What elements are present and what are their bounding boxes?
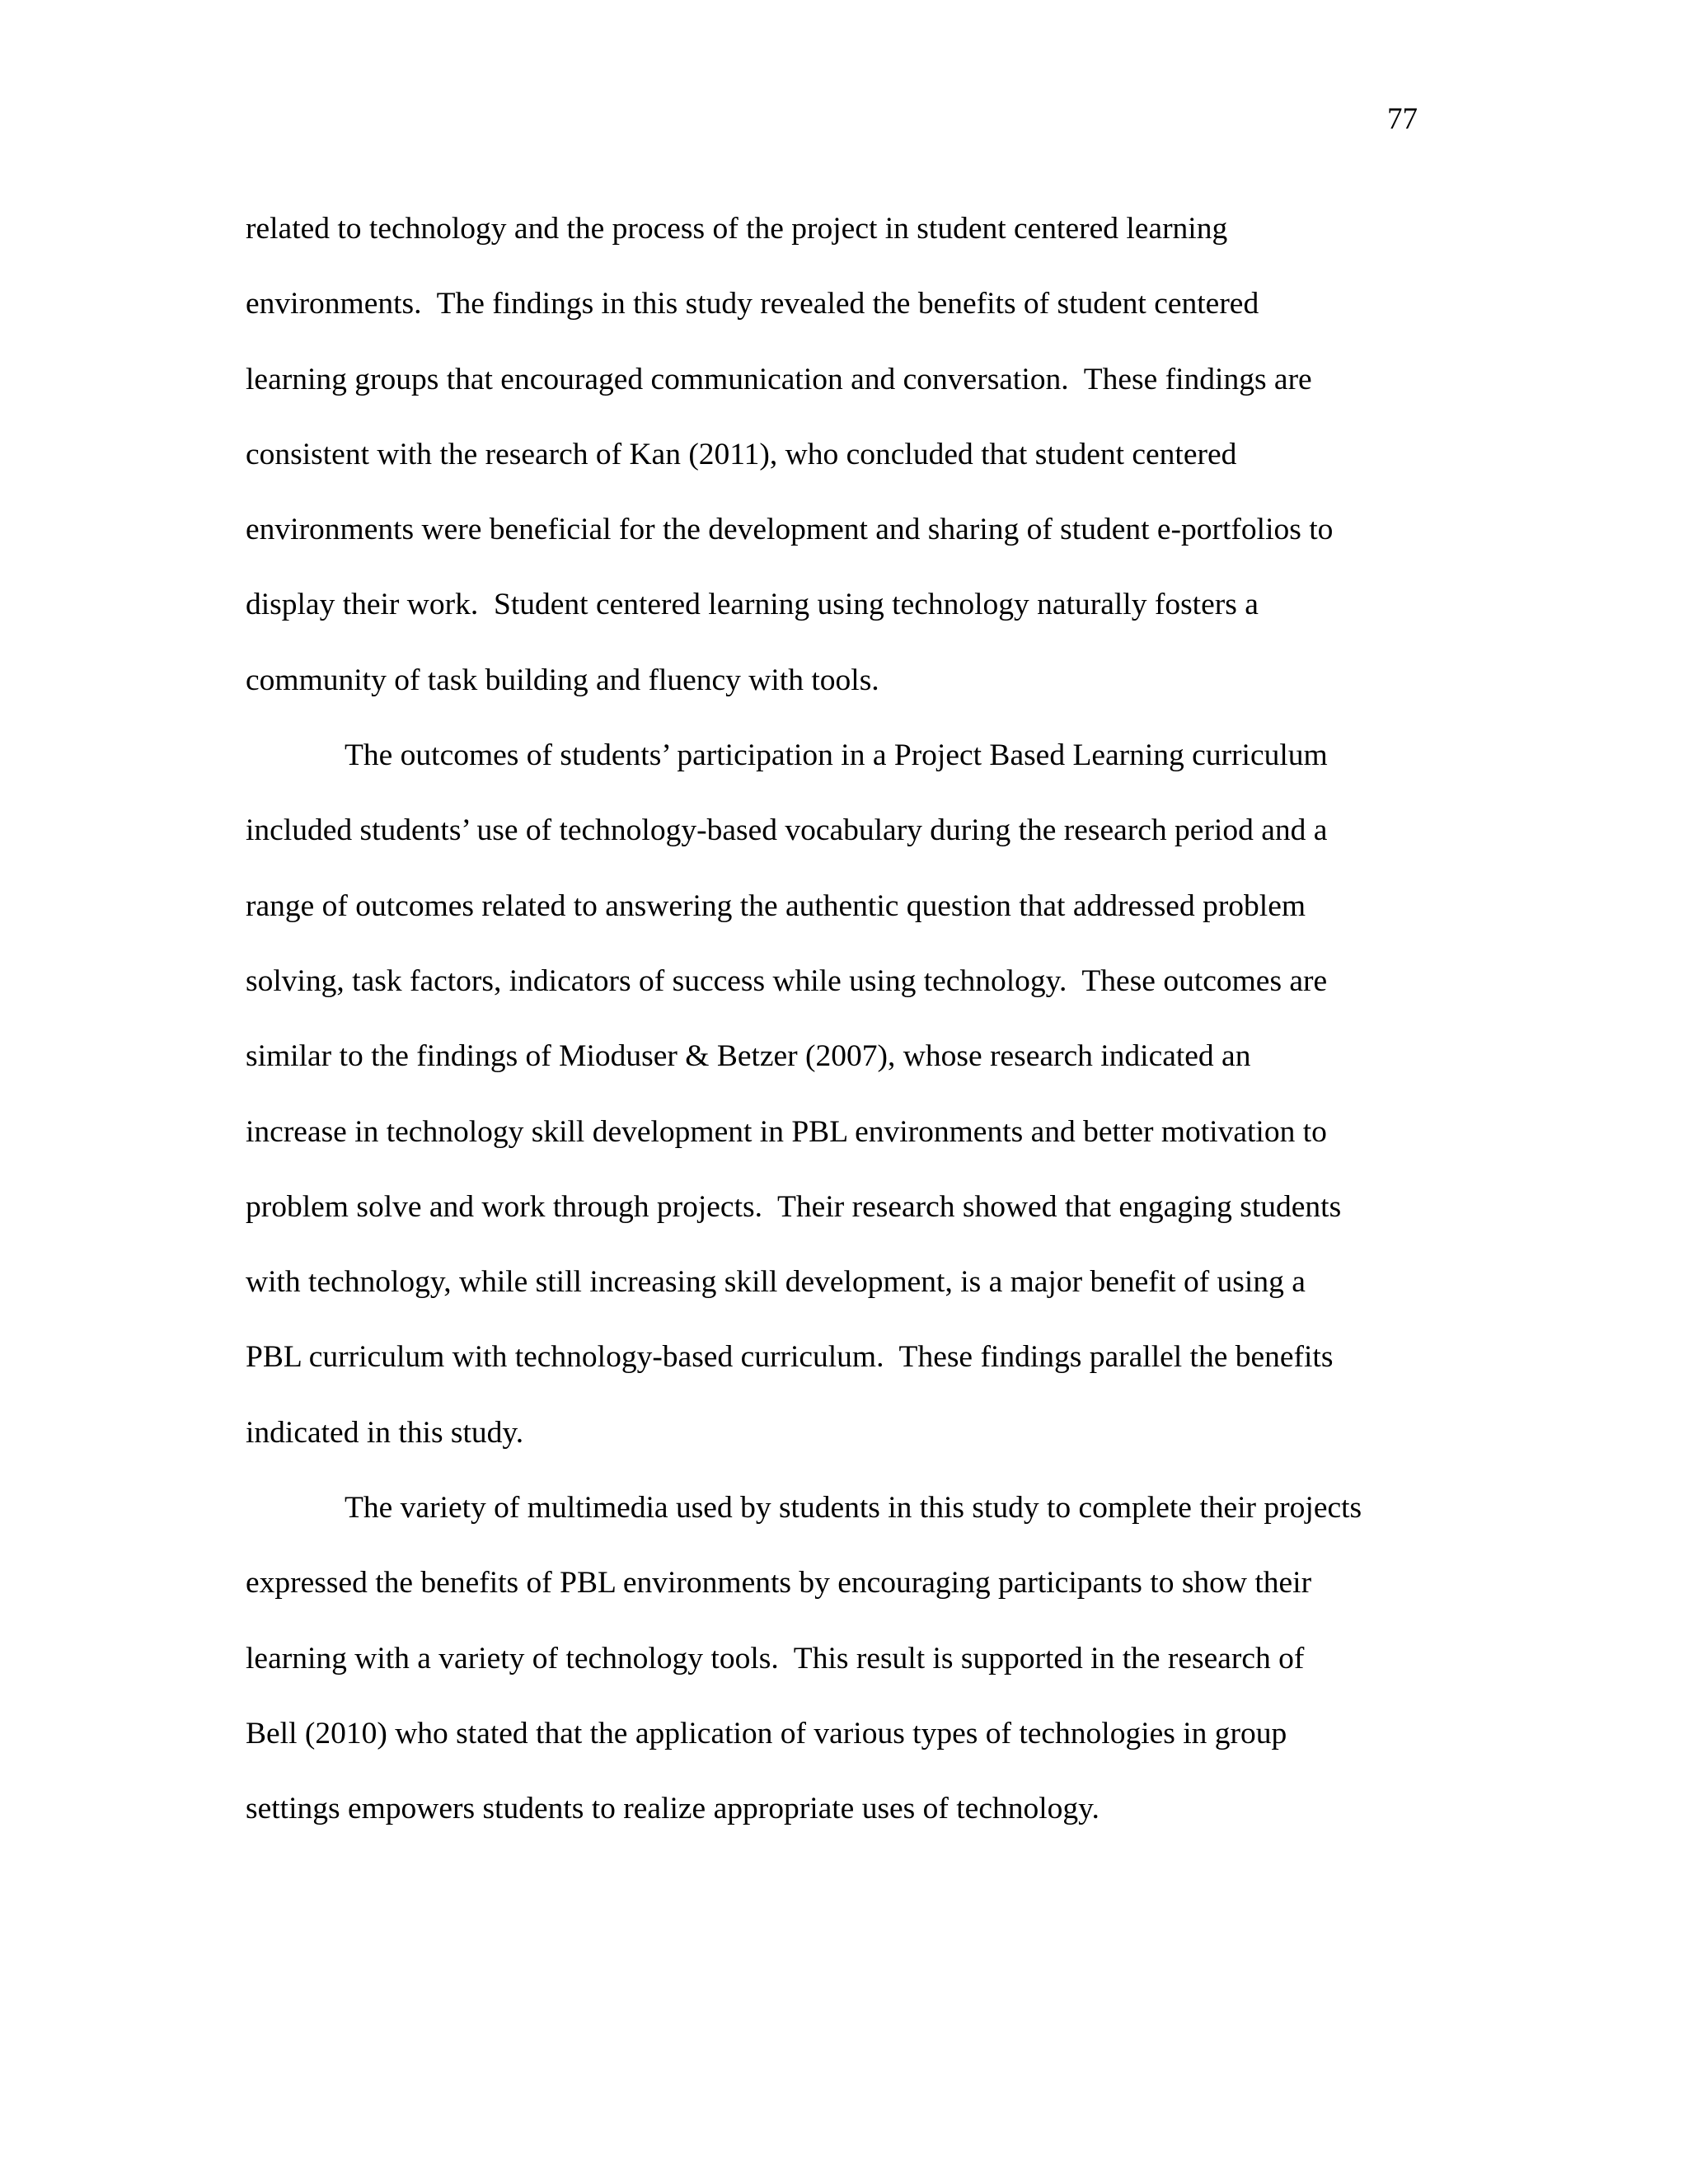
text-line: settings empowers students to realize appropriate uses of technology. bbox=[246, 1792, 1100, 1826]
text-line: indicated in this study. bbox=[246, 1415, 524, 1450]
paragraph-first-line: The outcomes of students’ participation in a Project Based Learning curriculum bbox=[345, 738, 1328, 773]
text-line: environments were beneficial for the development and sharing of student e-portfolios to bbox=[246, 513, 1334, 547]
text-line: community of task building and fluency with tools. bbox=[246, 663, 879, 697]
body-text bbox=[246, 191, 1432, 1847]
text-line: related to technology and the process of the project in student centered learning bbox=[246, 212, 1228, 246]
text-line: PBL curriculum with technology-based curriculum. These findings parallel the benefits bbox=[246, 1340, 1334, 1375]
text-line: similar to the findings of Mioduser & Betzer (2007), whose research indicated an bbox=[246, 1039, 1251, 1074]
text-line: increase in technology skill development in PBL environments and better motivation to bbox=[246, 1114, 1327, 1149]
text-line: Bell (2010) who stated that the application of various types of technologies in group bbox=[246, 1716, 1287, 1750]
text-line: environments. The findings in this study revealed the benefits of student centered bbox=[246, 287, 1259, 321]
text-line: learning with a variety of technology tools. This result is supported in the research of bbox=[246, 1641, 1305, 1675]
text-line: solving, task factors, indicators of success while using technology. These outcomes are bbox=[246, 963, 1328, 998]
text-line: problem solve and work through projects. Their research showed that engaging students bbox=[246, 1189, 1342, 1224]
text-line: expressed the benefits of PBL environments by encouraging participants to show their bbox=[246, 1566, 1312, 1601]
text-line: range of outcomes related to answering the authentic question that addressed problem bbox=[246, 888, 1306, 923]
text-line: with technology, while still increasing skill development, is a major benefit of using a bbox=[246, 1265, 1306, 1300]
text-line: included students’ use of technology-based vocabulary during the research period and a bbox=[246, 813, 1328, 848]
text-line: learning groups that encouraged communication and conversation. These findings are bbox=[246, 362, 1312, 396]
text-line: consistent with the research of Kan (2011), who concluded that student centered bbox=[246, 437, 1237, 471]
text-line: display their work. Student centered learning using technology naturally fosters a bbox=[246, 588, 1259, 622]
page-number: 77 bbox=[1387, 102, 1418, 136]
paragraph-first-line: The variety of multimedia used by students in this study to complete their projects bbox=[345, 1491, 1362, 1526]
